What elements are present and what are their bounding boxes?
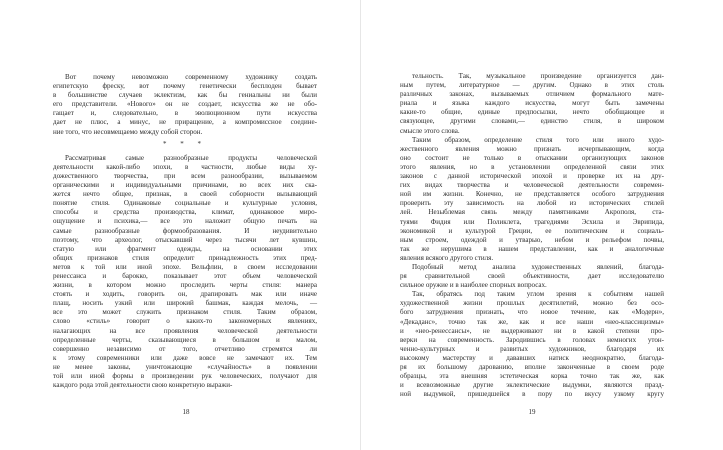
text-line: образцы, эта внешняя эстетическая корка точно так же, как xyxy=(400,372,664,381)
text-line: дает не плюс, а минус, не приращение, а компромиссное соедине- xyxy=(53,118,317,127)
text-line: самые разнообразные формообразования. И неудивительно xyxy=(53,226,317,235)
text-line: ной им жизни. Конечно, не представляется особого затруднения xyxy=(400,190,664,199)
text-line: той или иной формы в произведении рук человеческих, получают для xyxy=(53,372,317,380)
text-line: к этому современники или даже вовсе не замечают их. Тем xyxy=(53,353,317,362)
text-line: ренессанса и барокко, показывает этот объем человеческой xyxy=(53,271,317,280)
text-line: тельность. Так, музыкальное произведение организуется дан- xyxy=(412,72,664,80)
page-gutter xyxy=(360,0,361,450)
right-page-text xyxy=(400,72,664,399)
text-line: метов к той или иной эпохе. Вельфлин, в своем исследовании xyxy=(53,262,317,271)
left-page-text xyxy=(53,73,317,390)
text-line: так же нерушима в нашем представлении, как и аналогичные xyxy=(400,244,664,253)
text-line: дожественного творчества, при всем разнообразии, вызываемом xyxy=(53,171,317,180)
text-line: Таким образом, определение стиля того или иного худо- xyxy=(412,135,664,144)
text-line: способы и средства производства, климат, одинаковое миро- xyxy=(53,208,317,217)
right-paragraph-4 xyxy=(400,290,664,399)
text-line: жественного явления можно признать исчерпывающим, когда xyxy=(400,144,664,153)
text-line: верки на современность. Зародившись в головах немногих утон- xyxy=(400,335,664,344)
text-line: ние того, что несовмещаемо между собой сторон. xyxy=(53,127,203,136)
text-line: Так, обратясь под таким углом зрения к событиям нашей xyxy=(412,290,664,299)
text-line: ной выдумкой, пришедшейся в пору по вкусу узкому кругу xyxy=(400,390,664,399)
text-line: все это может служить признаком стиля. Таким образом, xyxy=(53,308,317,317)
text-line: гащает и, следовательно, в эволюционном пути искусства xyxy=(53,109,317,118)
text-line: статую или фрагмент одежды, на основании этих xyxy=(53,244,317,253)
text-line: и всевозможные другие эклектические выдумки, являются празд- xyxy=(400,381,664,390)
text-line: туями Фидия или Поликлета, трагедиями Эсхила и Эврипида, xyxy=(400,217,664,226)
left-paragraph-1 xyxy=(53,73,317,137)
right-page-number: 19 xyxy=(528,408,536,416)
text-line: египетскую фреску, вот почему генетически бесплоден бывает xyxy=(53,82,317,91)
text-line: деятельности какой-либо эпохи, в частности, любые виды ху- xyxy=(53,162,317,171)
text-line: ря их большому дарованию, вполне законченные в своем роде xyxy=(400,363,664,371)
text-line: совершенно независимо от того, отчетливо стремятся ли xyxy=(53,344,317,353)
text-line: художественной жизни прошлых десятилетий, можно без осо- xyxy=(400,299,664,308)
section-separator: * * * xyxy=(163,139,207,148)
text-line: сильное оружие и в наиболее спорных вопросах. xyxy=(400,281,547,290)
text-line: общих признаков стиля определит принадлежность этих пред- xyxy=(53,253,317,262)
text-line: определенные черты, сказывающиеся в большом и малом, xyxy=(53,335,317,344)
text-line: высокому мастерству и дававших натиск неоднократно, благода- xyxy=(400,353,664,362)
text-line: понятие стиля. Одинаковые социальные и культурные условия, xyxy=(53,199,317,208)
left-page-number: 18 xyxy=(182,408,190,416)
text-line: смысле этого слова. xyxy=(400,126,460,135)
text-line: проверить эту зависимость на любой из исторических стилей xyxy=(400,199,664,208)
text-line: в большинстве случаев эклектизм, как бы гениальны ни были xyxy=(53,91,317,100)
text-line: Подобный метод анализа художественных явлений, благода- xyxy=(412,262,664,271)
left-page xyxy=(0,0,361,450)
text-line: жется нечто общее, признак, в своей соборности вызывающий xyxy=(53,190,317,199)
text-line: бого затруднения признать, что новое течение, как «Модерн», xyxy=(400,308,664,317)
text-line: ощущение и психика,— все это наложит общую печать на xyxy=(53,217,317,226)
text-line: какие-то общие, единые предпосылки, нечто обобщающее и xyxy=(400,108,664,117)
text-line: ным путем, литературное — другим. Однако в этих столь xyxy=(400,81,664,90)
text-line: Вот почему невозможно современному художнику создать xyxy=(65,73,317,81)
text-line: лей. Незыблемая связь между памятниками Акрополя, ста- xyxy=(400,208,664,217)
right-page xyxy=(362,0,723,450)
text-line: различных законах, вызываемых отличием формального мате- xyxy=(400,90,664,99)
text-line: стоять и ходить, говорить он, драпировать мак или иначе xyxy=(53,290,317,299)
text-line: плащ, носить узкий или широкий башмак, каждая мелочь, — xyxy=(53,299,317,308)
text-line: экономикой и культурой Греции, ее политическим и социаль- xyxy=(400,226,664,235)
text-line: слово «стиль» говорит о каких-то закономерных явлениях, xyxy=(53,317,317,326)
text-line: оно состоит не только в отыскании организующих законов xyxy=(400,153,664,162)
text-line: законов с данной исторической эпохой и проверке их на дру- xyxy=(400,172,664,181)
text-line: жизни, в котором можно проследить черты стиля: манера xyxy=(53,281,317,290)
text-line: явления всякого другого стиля. xyxy=(400,253,494,262)
text-line: поэтому, что археолог, отыскавший через тысячи лет кувшин, xyxy=(53,235,317,244)
text-line: этого явления, но в установлении определенной связи этих xyxy=(400,162,664,171)
left-paragraph-2 xyxy=(53,154,317,390)
right-paragraph-1 xyxy=(400,72,664,136)
text-line: органическими и индивидуальными причинами, во всех них ска- xyxy=(53,181,317,190)
text-line: Рассматривая самые разнообразные продукты человеческой xyxy=(65,153,317,162)
text-line: и «нео-ренессансы», не выдерживают ни в какой степени про- xyxy=(400,326,664,335)
text-line: ря сравнительной своей объективности, дает исследователю xyxy=(400,272,664,281)
text-line: налагающих на все проявления человеческой деятельности xyxy=(53,326,317,335)
text-line: «Декаданс», точно так же, как и все наши «нео-классицизмы» xyxy=(400,317,664,326)
text-line: не менее законы, уничтожающие «случайность» в появлении xyxy=(53,362,317,371)
text-line: гих видах творчества и человеческой деятельности современ- xyxy=(400,181,664,190)
text-line: связующее, другими словами,— единство стиля, в широком xyxy=(400,117,664,126)
text-line: риала и языка каждого искусства, могут быть замечены xyxy=(400,99,664,108)
text-line: ченно-культурных и развитых художников, благодаря их xyxy=(400,344,664,353)
right-paragraph-2 xyxy=(400,136,664,263)
text-line: каждого рода этой деятельности свою конкретную выражи- xyxy=(53,381,233,390)
text-line: его представители. «Нового» он не создает, искусства же не обо- xyxy=(53,100,317,109)
text-line: ным строем, одеждой и утварью, небом и рельефом почвы, xyxy=(400,235,664,244)
right-paragraph-3 xyxy=(400,263,664,290)
